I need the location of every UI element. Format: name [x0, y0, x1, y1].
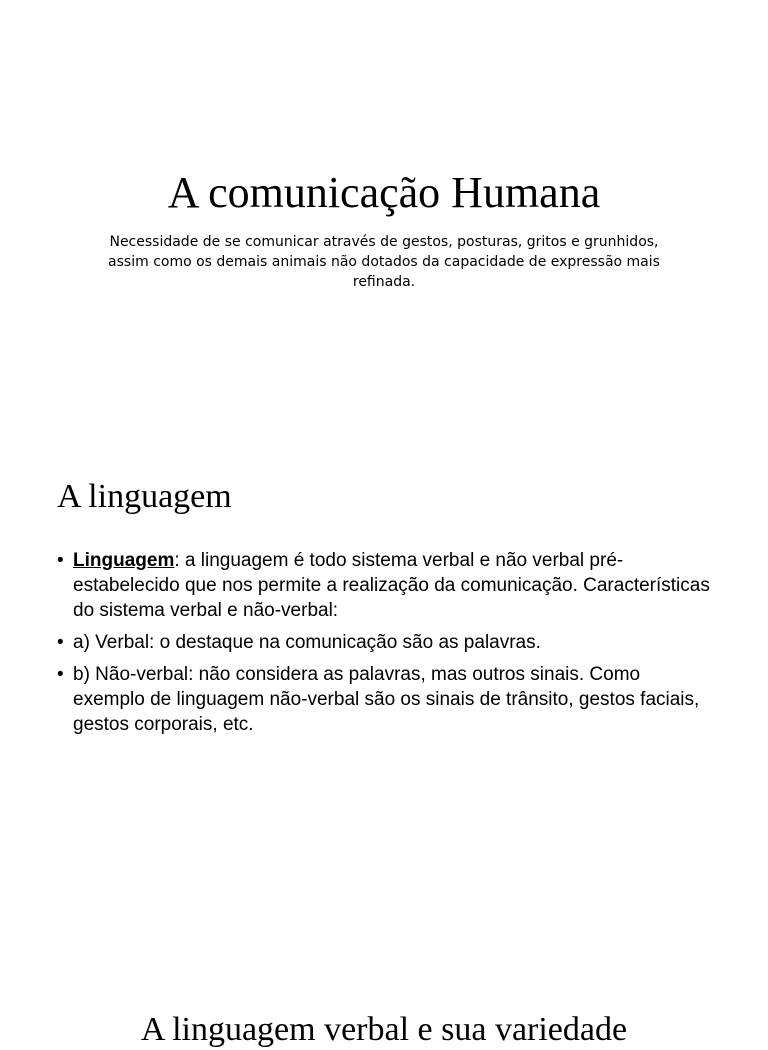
bullet-icon: • [57, 632, 64, 653]
slide-title: A linguagem [57, 478, 232, 515]
bullet-item [57, 630, 717, 655]
bullet-list [57, 548, 717, 744]
slide-2 [0, 432, 768, 864]
bullet-text: : a linguagem é todo sistema verbal e não verbal pré-estabelecido que nos permite a realização da comunicação. Características do sistema verbal e não-verbal: [73, 550, 710, 621]
bullet-text: a) Verbal: o destaque na comunicação são as palavras. [73, 632, 541, 653]
bullet-item [57, 548, 717, 623]
slide-title-partial: A linguagem verbal e sua variedade [140, 1011, 628, 1048]
slide-1 [0, 0, 768, 432]
bullet-text: b) Não-verbal: não considera as palavras, mas outros sinais. Como exemplo de linguagem não-verbal são os sinais de trânsito, gestos faciais, gestos corporais, etc. [73, 664, 700, 735]
bullet-item [57, 662, 717, 737]
bullet-term: Linguagem [73, 550, 175, 571]
slide-3 [0, 864, 768, 1048]
bullet-icon: • [57, 664, 64, 685]
bullet-icon: • [57, 550, 64, 571]
slide-subtitle: Necessidade de se comunicar através de gestos, posturas, gritos e grunhidos, assim como os demais animais não dotados da capacidade de expressão mais refinada. [108, 234, 660, 290]
slide-title: A comunicação Humana [167, 168, 601, 217]
